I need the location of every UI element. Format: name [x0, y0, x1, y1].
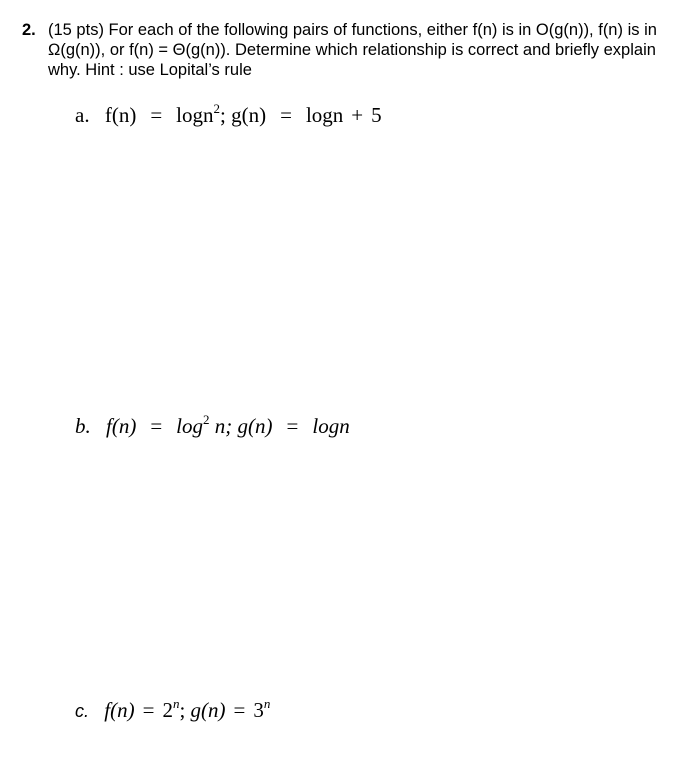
part-b-g-rhs: logn — [312, 414, 350, 438]
part-a-equals-2: = — [280, 103, 292, 127]
part-a-g-lhs: g(n) — [231, 103, 267, 127]
part-c-g-exponent: n — [263, 696, 271, 711]
part-a-equation — [75, 103, 382, 128]
part-b-g-lhs: g(n) — [237, 414, 273, 438]
question-prompt: (15 pts) For each of the following pairs of functions, either f(n) is in O(g(n)), f(n) is in Ω(g(n)), or f(n) = Θ(g(n)). Determine which relationship is correct and briefly explain why. Hint : use Lopital’s rule — [48, 21, 657, 79]
part-c-f-exponent: n — [172, 696, 180, 711]
part-b-f-base: log — [176, 414, 204, 438]
part-a-equals-1: = — [150, 103, 163, 127]
part-c-equals-1: = — [142, 698, 155, 722]
part-b-equation — [75, 414, 350, 439]
part-a-separator: ; — [220, 103, 226, 127]
part-a-plus: + — [351, 103, 364, 127]
part-c-f-base: 2 — [162, 698, 173, 722]
part-a-f-exponent: 2 — [213, 101, 220, 116]
part-c-equals-2: = — [233, 698, 246, 722]
part-b-equals-2: = — [286, 414, 299, 438]
part-b-label: b. — [75, 414, 91, 438]
part-a-label: a. — [75, 103, 90, 127]
question-number: 2. — [22, 21, 36, 39]
part-c-separator: ; — [179, 698, 186, 722]
question-header — [22, 20, 682, 80]
part-a-constant: 5 — [371, 103, 382, 127]
part-c-g-base: 3 — [253, 698, 264, 722]
part-c-label: c. — [75, 701, 90, 721]
part-b-f-exponent: 2 — [203, 412, 210, 427]
part-b-f-lhs: f(n) — [106, 414, 137, 438]
part-b-f-argument: n; — [214, 414, 233, 438]
part-a-f-base: logn — [176, 103, 214, 127]
part-b-equals-1: = — [150, 414, 163, 438]
part-c-g-lhs: g(n) — [190, 698, 226, 722]
part-c-equation — [75, 698, 270, 723]
part-c-f-lhs: f(n) — [104, 698, 135, 722]
part-a-f-lhs: f(n) — [104, 103, 137, 127]
question-2 — [22, 20, 682, 80]
part-a-g-rhs: logn — [305, 103, 344, 127]
